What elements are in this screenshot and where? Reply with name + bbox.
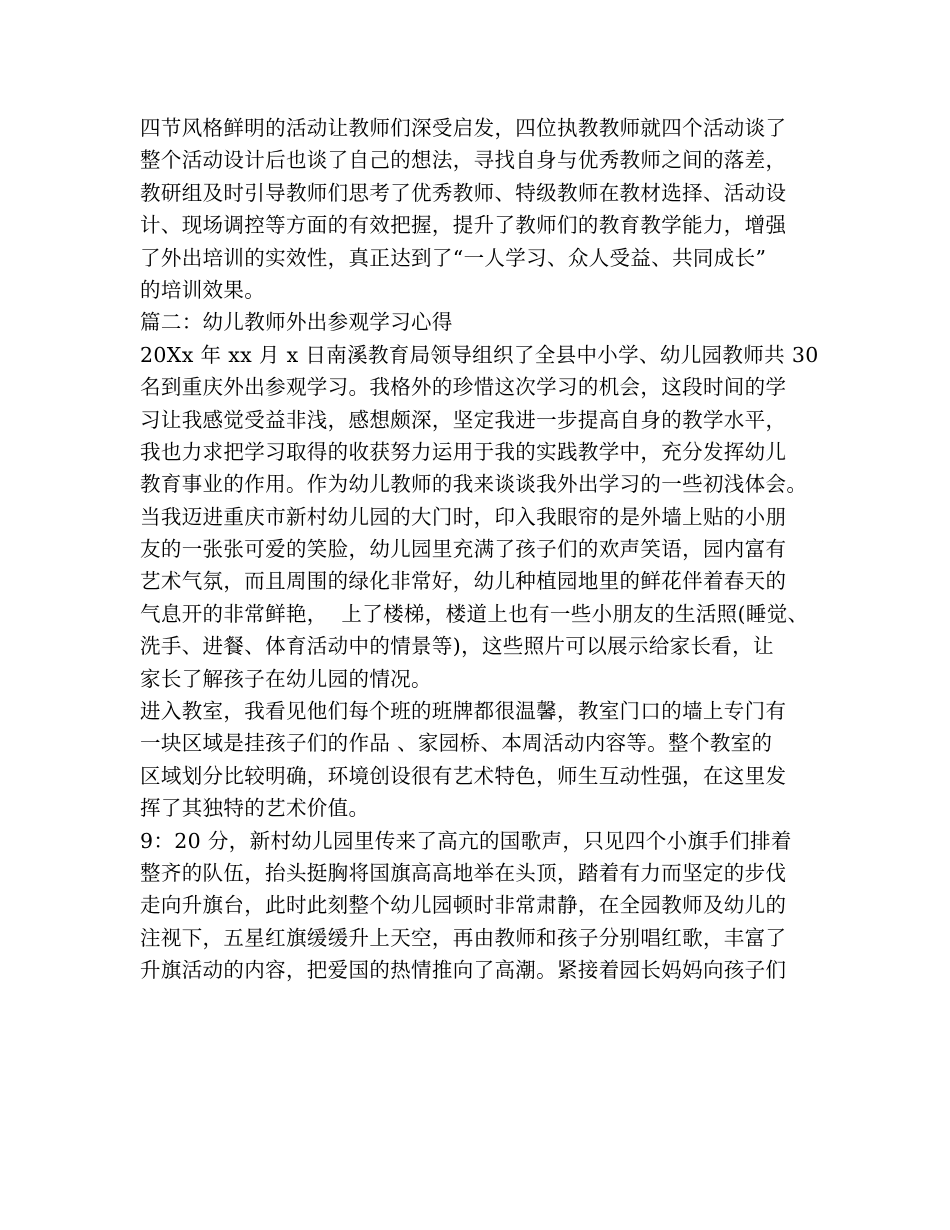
text-line: 区域划分比较明确，环境创设很有艺术特色，师生互动性强，在这里发 xyxy=(140,763,787,788)
text-line: 走向升旗台，此时此刻整个幼儿园顿时非常肃静，在全园教师及幼儿的 xyxy=(140,893,787,918)
text-line: 挥了其独特的艺术价值。 xyxy=(140,796,370,821)
text-line: 友的一张张可爱的笑脸，幼儿园里充满了孩子们的欢声笑语，园内富有 xyxy=(140,537,787,562)
text-line: 一块区域是挂孩子们的作品 、家园桥、本周活动内容等。整个教室的 xyxy=(140,731,773,756)
text-line: 教研组及时引导教师们思考了优秀教师、特级教师在教材选择、活动设 xyxy=(140,180,787,205)
text-line: 整齐的队伍，抬头挺胸将国旗高高地举在头顶，踏着有力而坚定的步伐 xyxy=(140,860,787,885)
text-line: 洗手、进餐、体育活动中的情景等)，这些照片可以展示给家长看，让 xyxy=(140,634,774,659)
section-heading: 篇二：幼儿教师外出参观学习心得 xyxy=(140,310,453,335)
text-line: 名到重庆外出参观学习。我格外的珍惜这次学习的机会，这段时间的学 xyxy=(140,375,787,400)
text-line: 升旗活动的内容，把爱国的热情推向了高潮。紧接着园长妈妈向孩子们 xyxy=(140,958,787,983)
document-body xyxy=(140,112,840,987)
text-line: 四节风格鲜明的活动让教师们深受启发，四位执教教师就四个活动谈了 xyxy=(140,116,787,140)
text-line: 我也力求把学习取得的收获努力运用于我的实践教学中，充分发挥幼儿 xyxy=(140,439,787,464)
text-line: 9：20 分，新村幼儿园里传来了高亢的国歌声，只见四个小旗手们排着 xyxy=(140,828,792,853)
text-line: 艺术气氛，而且周围的绿化非常好，幼儿种植园地里的鲜花伴着春天的 xyxy=(140,569,787,594)
text-line: 注视下，五星红旗缓缓升上天空，再由教师和孩子分别唱红歌，丰富了 xyxy=(140,925,787,950)
text-line: 家长了解孩子在幼儿园的情况。 xyxy=(140,666,432,691)
text-line: 20Xx 年 xx 月 x 日南溪教育局领导组织了全县中小学、幼儿园教师共 30 xyxy=(140,342,819,367)
text-line: 的培训效果。 xyxy=(140,277,266,302)
text-line: 计、现场调控等方面的有效把握，提升了教师们的教育教学能力，增强 xyxy=(140,213,787,238)
text-line: 进入教室，我看见他们每个班的班牌都很温馨，教室门口的墙上专门有 xyxy=(140,699,787,724)
text-line: 整个活动设计后也谈了自己的想法，寻找自身与优秀教师之间的落差， xyxy=(140,148,787,173)
text-line: 气息开的非常鲜艳， 上了楼梯，楼道上也有一些小朋友的生活照(睡觉、 xyxy=(140,601,809,626)
text-line: 当我迈进重庆市新村幼儿园的大门时，印入我眼帘的是外墙上贴的小朋 xyxy=(140,504,787,529)
text-line: 教育事业的作用。作为幼儿教师的我来谈谈我外出学习的一些初浅体会。 xyxy=(140,472,808,497)
text-line: 习让我感觉受益非浅，感想颇深，坚定我进一步提高自身的教学水平， xyxy=(140,407,787,432)
text-line: 了外出培训的实效性，真正达到了“一人学习、众人受益、共同成长” xyxy=(140,245,767,270)
